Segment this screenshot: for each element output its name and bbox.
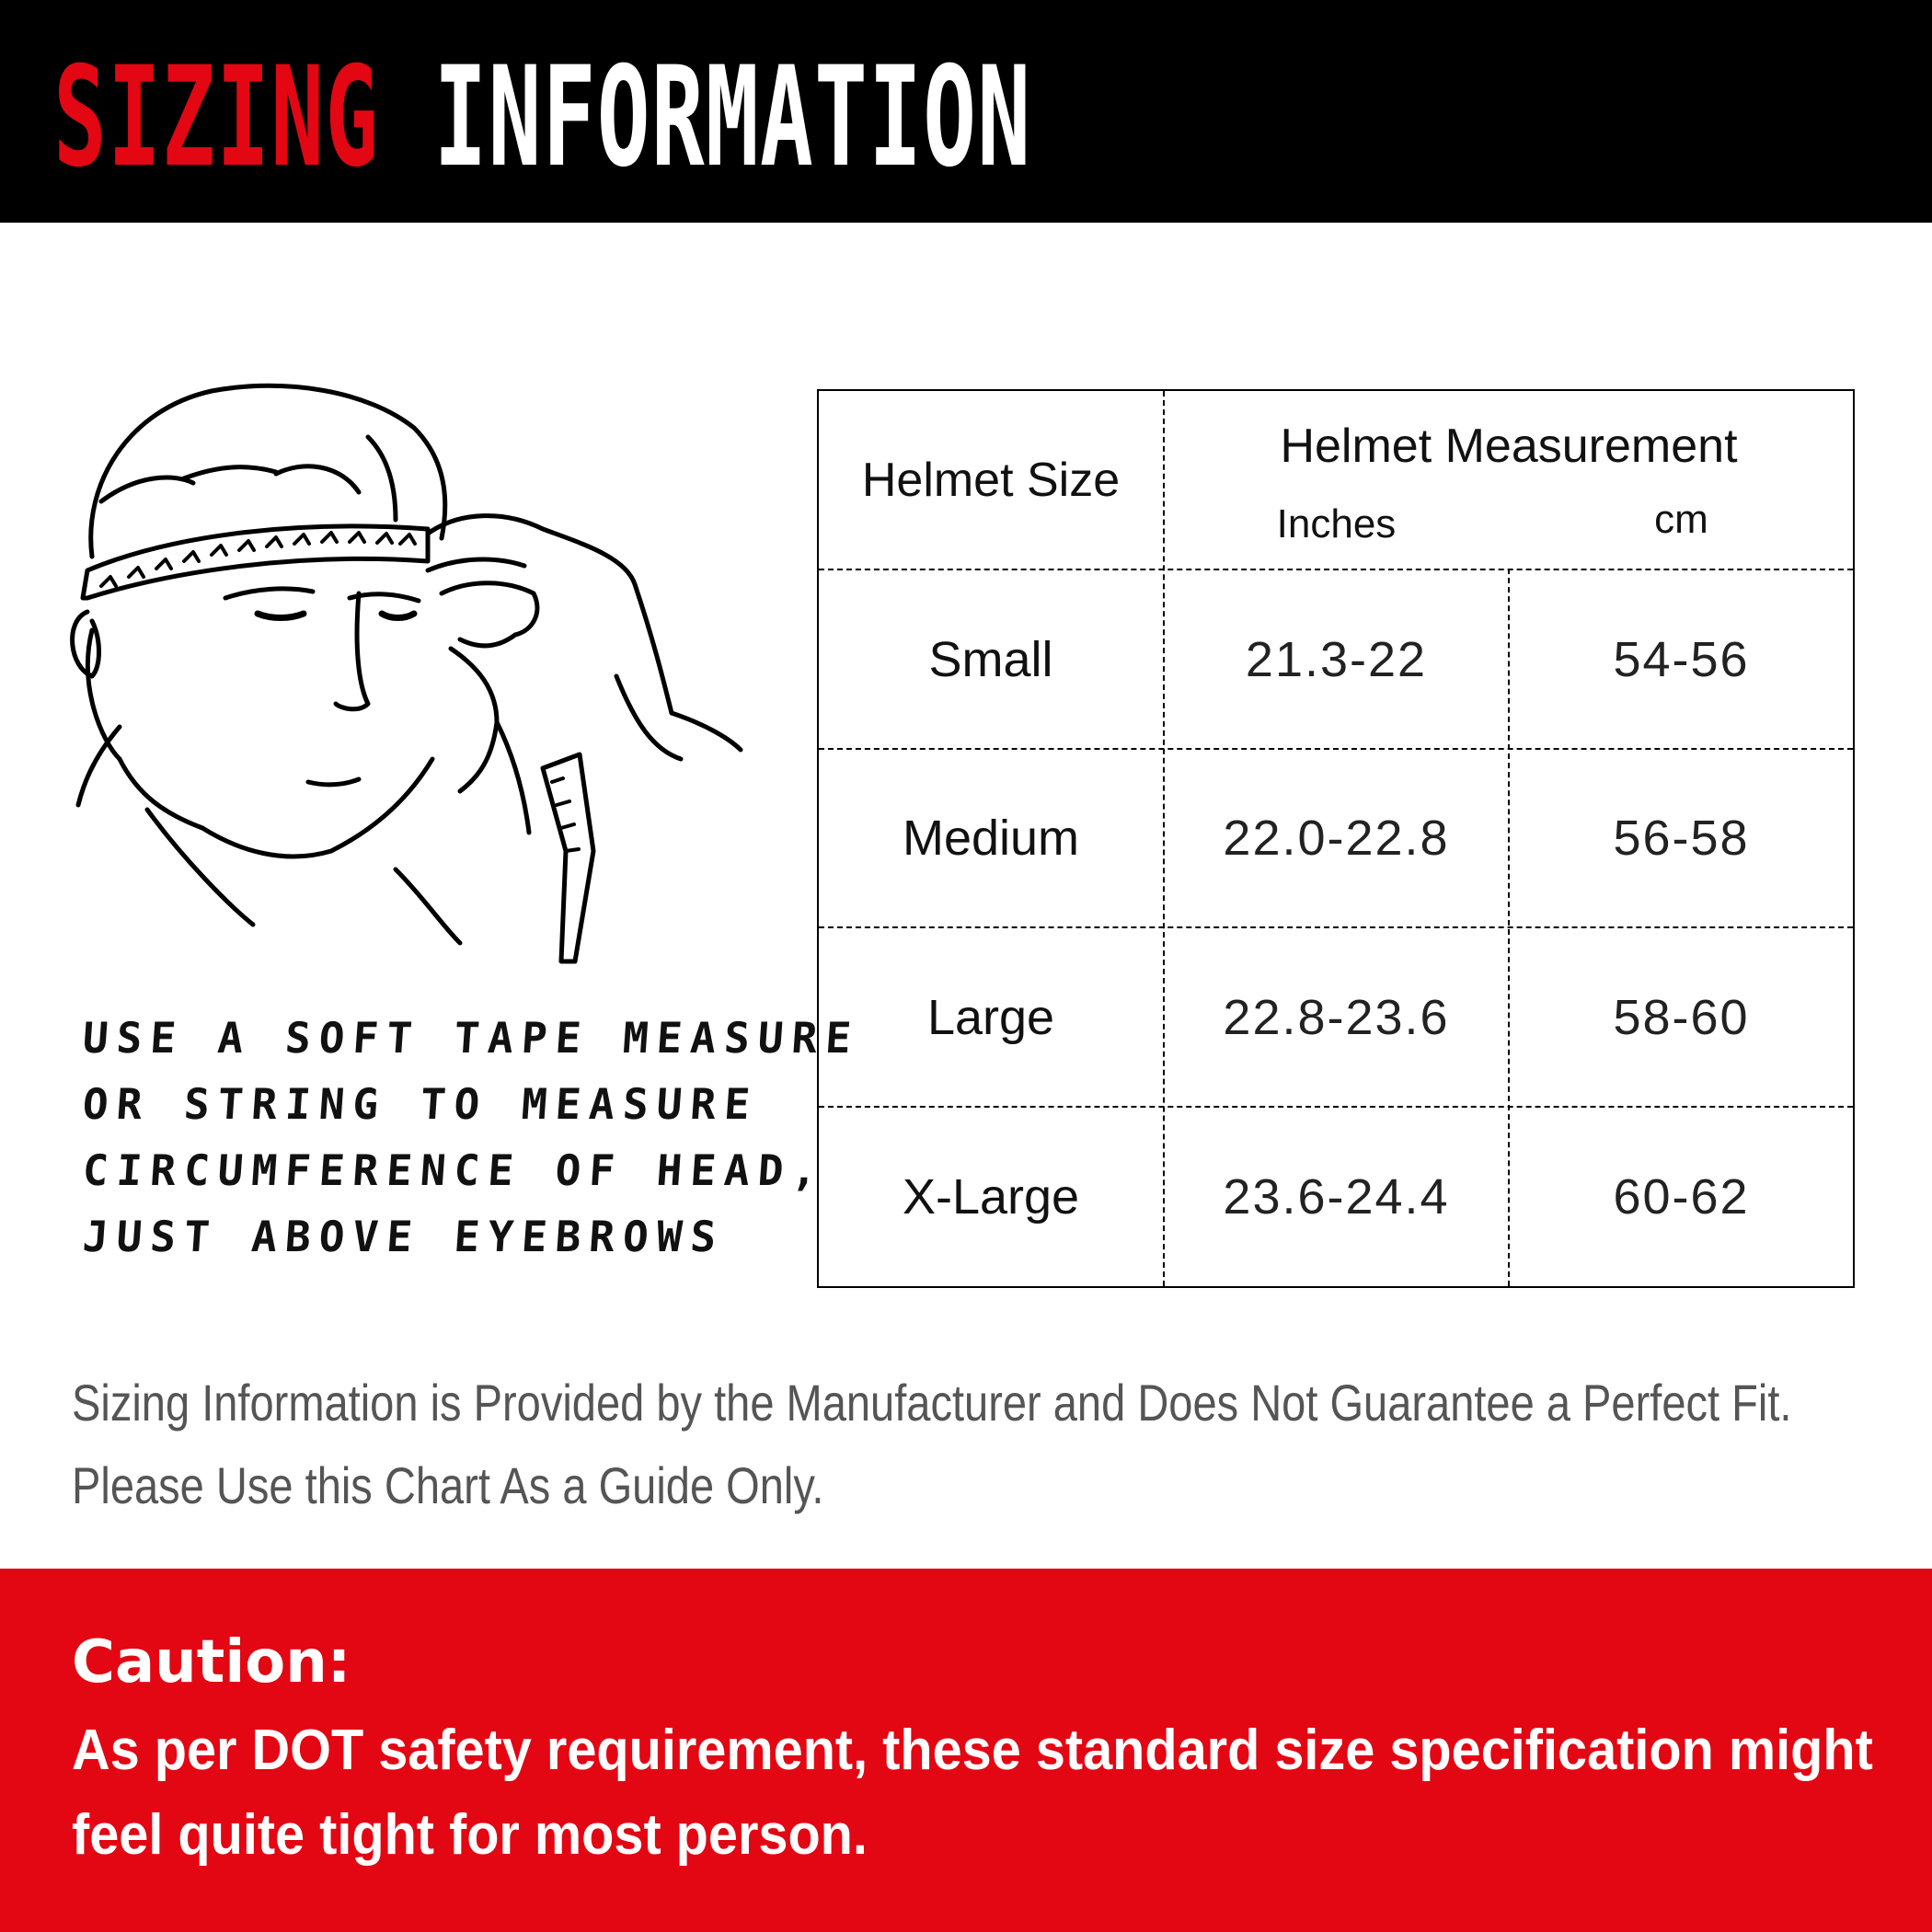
table-cell-size: Small (928, 631, 1053, 687)
table-cell-inches: 22.0-22.8 (1223, 811, 1450, 866)
table-cell-cm: 56-58 (1613, 811, 1750, 866)
header-band (0, 0, 1932, 223)
table-cell-inches: 23.6-24.4 (1223, 1169, 1450, 1225)
table-cell-cm: 60-62 (1613, 1169, 1750, 1225)
table-cell-size: X-Large (902, 1169, 1080, 1225)
size-table (817, 389, 1855, 1288)
table-cell-size: Medium (902, 811, 1080, 866)
caution-line: feel quite tight for most person. (72, 1803, 868, 1867)
instruction-line: JUST ABOVE EYEBROWS (81, 1212, 727, 1261)
caution-band (0, 1569, 1932, 1932)
disclaimer (72, 1362, 1912, 1527)
disclaimer-line: Sizing Information is Provided by the Manufacturer and Does Not Guarantee a Perfect Fit. (72, 1374, 1792, 1432)
table-cell-size: Large (926, 989, 1055, 1045)
person-measuring-head-with-tape-icon (64, 373, 764, 980)
caution-body (72, 1708, 1912, 1878)
table-header-size: Helmet Size (861, 453, 1121, 507)
caution-title: Caution: (72, 1628, 351, 1696)
table-cell-cm: 54-56 (1613, 631, 1750, 687)
table-header-cm: cm (1654, 497, 1708, 542)
instruction-line: CIRCUMFERENCE OF HEAD, (81, 1145, 828, 1195)
caution-line: As per DOT safety requirement, these standard size specification might (72, 1719, 1873, 1782)
disclaimer-line: Please Use this Chart As a Guide Only. (72, 1456, 824, 1514)
instruction-line: USE A SOFT TAPE MEASURE (81, 1013, 861, 1063)
table-cell-inches: 21.3-22 (1245, 631, 1428, 687)
instruction-line: OR STRING TO MEASURE (81, 1079, 760, 1129)
table-header-inches: Inches (1276, 501, 1397, 546)
page-title-red-word: SIZING (53, 38, 380, 198)
page-title-white-word: INFORMATION (433, 38, 1032, 198)
measuring-instruction (81, 1005, 861, 1270)
table-cell-inches: 22.8-23.6 (1223, 989, 1450, 1045)
table-cell-cm: 58-60 (1613, 989, 1750, 1045)
table-header-measurement: Helmet Measurement (1280, 420, 1738, 473)
page-title (53, 38, 1032, 198)
